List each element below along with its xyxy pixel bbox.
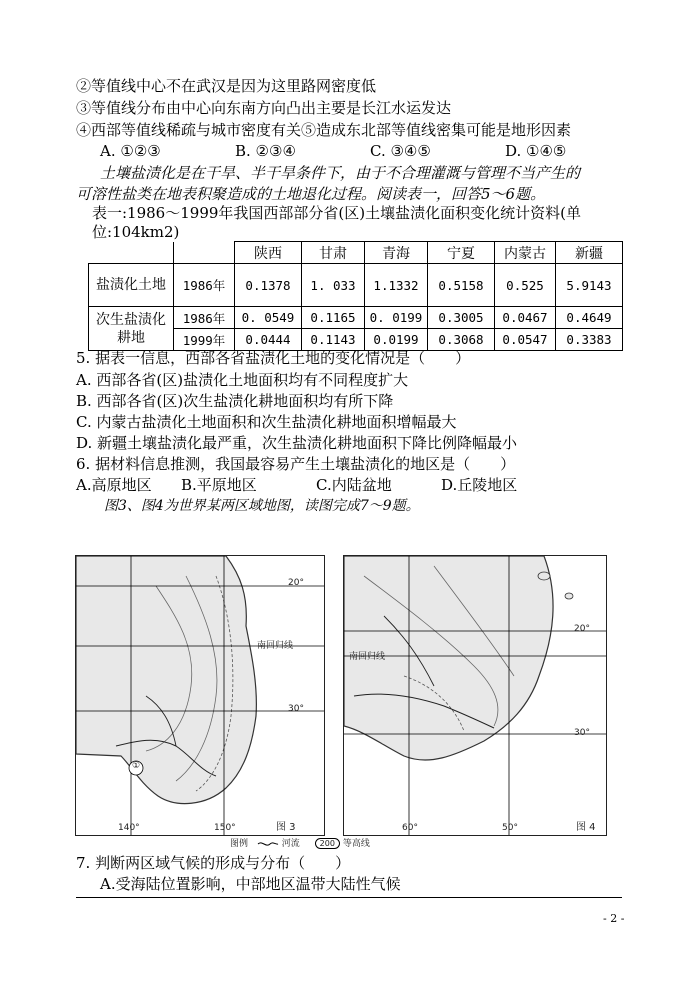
footer-rule — [76, 897, 622, 898]
q5-option-c: C. 内蒙古盐渍化土地面积和次生盐渍化耕地面积增幅最大 — [76, 413, 457, 431]
col-head-ningxia: 宁夏 — [428, 242, 495, 264]
cell: 0.3068 — [428, 329, 495, 351]
cell: 1.1332 — [365, 264, 428, 307]
passage-line-2: 可溶性盐类在地表积聚造成的土地退化过程。阅读表一，回答5～6题。 — [76, 185, 546, 203]
cell: 0.0467 — [495, 307, 556, 329]
row-year: 1986年 — [174, 307, 235, 329]
m4-lon-60: 60° — [402, 823, 418, 833]
legend-river: 河流 — [281, 839, 300, 849]
intro-7-9: 图3、图4为世界某两区域地图，读图完成7～9题。 — [104, 498, 420, 514]
col-head-xinjiang: 新疆 — [556, 242, 623, 264]
q4-options — [100, 141, 566, 161]
q4-option-a: A. ①②③ — [100, 142, 161, 160]
q5-option-a: A. 西部各省(区)盐渍化土地面积均有不同程度扩大 — [76, 371, 409, 389]
cell: 0.0444 — [235, 329, 302, 351]
line-option-4-5: ④西部等值线稀疏与城市密度有关⑤造成东北部等值线密集可能是地形因素 — [76, 121, 572, 139]
q4-option-c: C. ③④⑤ — [370, 142, 431, 160]
m4-lon-50: 50° — [502, 823, 518, 833]
cell: 0.0199 — [365, 329, 428, 351]
q6-option-b: B.平原地区 — [181, 476, 257, 494]
q6-options — [76, 475, 517, 495]
m4-lat-20: 20° — [574, 624, 590, 634]
m3-figure-label: 图 3 — [276, 822, 296, 833]
cell: 0.4649 — [556, 307, 623, 329]
legend-contour: 等高线 — [342, 839, 370, 849]
table-caption-2: 位:104km2) — [92, 223, 180, 241]
col-head-neimenggu: 内蒙古 — [495, 242, 556, 264]
line-option-2: ②等值线中心不在武汉是因为这里路网密度低 — [76, 77, 377, 95]
map-legend — [230, 836, 370, 849]
blank-cell — [89, 242, 174, 264]
q4-option-b: B. ②③④ — [235, 142, 296, 160]
m4-figure-label: 图 4 — [576, 822, 596, 833]
row-label-salinized-land: 盐渍化土地 — [89, 264, 174, 307]
map-figure-3 — [75, 555, 325, 836]
q6-option-d: D.丘陵地区 — [441, 476, 518, 494]
map-3-graphic — [76, 556, 324, 835]
m4-lat-30: 30° — [574, 728, 590, 738]
m3-lat-30: 30° — [288, 704, 304, 714]
cell: 0.5158 — [428, 264, 495, 307]
row-year: 1999年 — [174, 329, 235, 351]
line-option-3: ③等值线分布由中心向东南方向凸出主要是长江水运发达 — [76, 99, 452, 117]
salinization-table — [88, 241, 623, 351]
m3-lat-20: 20° — [288, 578, 304, 588]
q6-option-c: C.内陆盆地 — [316, 476, 392, 494]
row-label-secondary-salinized-farmland: 次生盐渍化耕地 — [89, 307, 174, 351]
cell: 0. 0199 — [365, 307, 428, 329]
q5-option-b: B. 西部各省(区)次生盐渍化耕地面积均有所下降 — [76, 392, 394, 410]
blank-cell — [174, 242, 235, 264]
cell: 0.1378 — [235, 264, 302, 307]
passage-line-1: 土壤盐渍化是在干旱、半干旱条件下，由于不合理灌溉与管理不当产生的 — [100, 164, 581, 182]
map-4-graphic — [344, 556, 606, 835]
m3-lon-140: 140° — [118, 823, 140, 833]
question-6: 6. 据材料信息推测，我国最容易产生土壤盐渍化的地区是（ ） — [76, 455, 516, 473]
table-caption-1: 表一:1986～1999年我国西部部分省(区)土壤盐渍化面积变化统计资料(单 — [92, 204, 581, 222]
question-7: 7. 判断两区域气候的形成与分布（ ） — [76, 854, 351, 872]
cell: 5.9143 — [556, 264, 623, 307]
cell: 1. 033 — [302, 264, 365, 307]
cell: 0.1165 — [302, 307, 365, 329]
cell: 0.0547 — [495, 329, 556, 351]
q7-option-a: A.受海陆位置影响，中部地区温带大陆性气候 — [100, 875, 401, 893]
col-head-gansu: 甘肃 — [302, 242, 365, 264]
q5-option-d: D. 新疆土壤盐渍化最严重，次生盐渍化耕地面积下降比例降幅最小 — [76, 434, 518, 452]
cell: 0. 0549 — [235, 307, 302, 329]
cell: 0.525 — [495, 264, 556, 307]
q6-option-a: A.高原地区 — [76, 476, 152, 494]
river-icon — [257, 839, 279, 849]
map-figure-4 — [343, 555, 607, 836]
cell: 0.3383 — [556, 329, 623, 351]
page-number: - 2 - — [603, 912, 625, 925]
m3-circle-1: ① — [132, 761, 141, 771]
row-year: 1986年 — [174, 264, 235, 307]
cell: 0.1143 — [302, 329, 365, 351]
contour-icon: 200 — [315, 838, 340, 849]
m4-tropic-label: 南回归线 — [349, 652, 386, 662]
m3-tropic-label: 南回归线 — [257, 641, 294, 651]
q4-option-d: D. ①④⑤ — [505, 142, 567, 160]
cell: 0.3005 — [428, 307, 495, 329]
question-5: 5. 据表一信息，西部各省盐渍化土地的变化情况是（ ） — [76, 349, 471, 367]
legend-title: 图例 — [230, 839, 249, 849]
col-head-shaanxi: 陕西 — [235, 242, 302, 264]
col-head-qinghai: 青海 — [365, 242, 428, 264]
m3-lon-150: 150° — [214, 823, 236, 833]
